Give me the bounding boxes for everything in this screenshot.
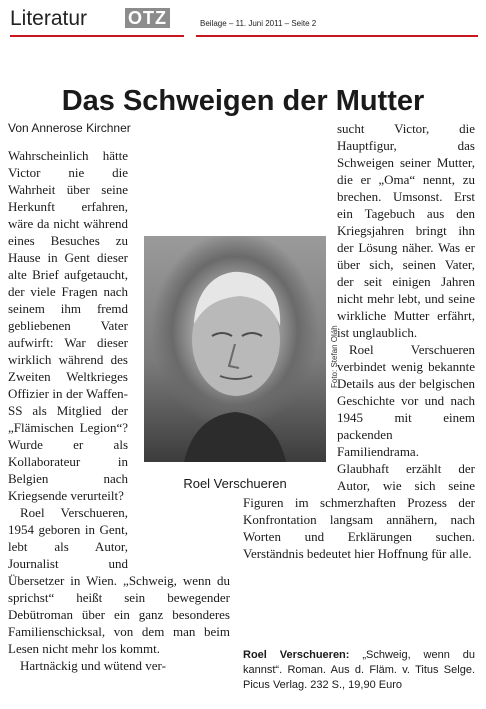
edition-info: Beilage – 11. Juni 2011 – Seite 2 <box>200 19 317 28</box>
paragraph: Glaubhaft erzählt der Autor, wie sich seine Figuren im schmerzhaften Prozess der Konfrontation langsam annähern, nach Worten und Erklärungen suchen. Verständnis bedeutet hier Hoffnung für alle. <box>243 461 475 561</box>
page-header <box>10 6 478 36</box>
header-rule-left <box>10 35 184 37</box>
paragraph: Roel Verschueren, 1954 geboren in Gent, lebt als Autor, Journalist und Übersetzer in Wien. „Schweig, wenn du sprichst“ heißt sein bewegender Debütroman über ein ganz besonderes Familienschicksal, von dem man beim Lesen nicht mehr los kommt. <box>8 505 230 656</box>
paragraph: Hartnäckig und wütend ver- <box>20 658 166 673</box>
paragraph: Roel Verschueren verbindet wenig bekannte Details aus der belgischen Geschichte vor und nach 1945 mit einem packenden Familiendrama. <box>337 342 475 459</box>
portrait-illustration <box>144 236 326 462</box>
paragraph: Wahrscheinlich hätte Victor nie die Wahrheit über seine Herkunft erfahren, wäre da nicht während eines Besuches zu Hause in Gent dieser alte Brief aufgetaucht, der viele Fragen nach seinem ihm fremd gebliebenen Vater aufwirft: War dieser wirklich während des Zweiten Weltkrieges Offizier in der Waffen-SS als Mitglied der „Flämischen Legion“? Wurde er als Kollaborateur in Belgien nach Kriegsende verurteilt? <box>8 148 128 503</box>
book-info <box>243 648 475 693</box>
photo-caption: Roel Verschueren <box>183 476 287 491</box>
newspaper-logo: OTZ <box>125 8 170 28</box>
section-label: Literatur <box>10 7 88 30</box>
author-photo <box>144 236 326 462</box>
book-info-lead: Roel Verschueren: <box>243 649 350 661</box>
photo-credit: Foto: Stefan Oláh <box>330 325 339 388</box>
paragraph: sucht Victor, die Hauptfigur, das Schweigen seiner Mutter, die er „Oma“ nennt, zu brechen. Umsonst. Erst ein Tagebuch aus den Kriegsjahren bringt ihn der Lösung näher. Was er über sich, seinen Vater, der seit einigen Jahren nicht mehr lebt, und seine wirkliche Mutter erfährt, ist unglaublich. <box>337 121 475 340</box>
book-info-text: „Schweig, wenn du kannst“. Roman. Aus d. Fläm. v. Titus Selge. Picus Verlag. 232 S., 19,90 Euro <box>243 649 475 691</box>
header-rule-right <box>196 35 478 37</box>
byline: Von Annerose Kirchner <box>8 121 131 135</box>
article-title: Das Schweigen der Mutter <box>61 85 425 118</box>
